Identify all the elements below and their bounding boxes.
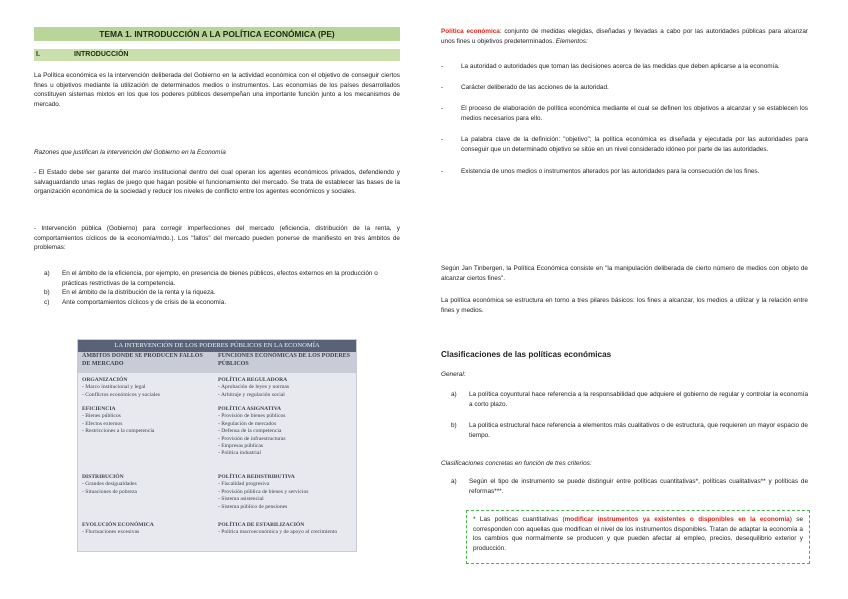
table-header: LA INTERVENCIÓN DE LOS PODERES PÚBLICOS EN LA ECONOMÍA	[78, 340, 356, 352]
reasons-heading: Razones que justifican la intervención del Gobierno en la Economía	[34, 149, 226, 156]
definition-term: Política económica	[441, 28, 500, 35]
concrete-label: Clasificaciones concretas en función de tres criterios:	[441, 460, 592, 467]
section-number: I.	[36, 51, 40, 58]
section-heading	[34, 49, 400, 61]
table-cell-right: POLÍTICA REGULADORA - Aprobación de leyes y normas - Arbitraje y regulación social	[218, 377, 289, 398]
table-cell-left: ORGANIZACIÓN - Marco institucional y legal - Conflictos económicos y sociales	[82, 377, 160, 398]
table-cell-right: POLÍTICA REDISTRIBUTIVA - Fiscalidad progresiva - Provisión pública de bienes y servicios - Sistema asistencial - Sistema público de pensiones	[218, 474, 309, 510]
list-item: - Existencia de unos medios o instrumentos alterados por las autoridades para la consecución de los fines.	[441, 167, 760, 175]
list-item: - Carácter deliberado de las acciones de la autoridad.	[441, 83, 609, 91]
intro-paragraph: La Política económica es la intervención deliberada del Gobierno en la actividad económica con el objetivo de conseguir ciertos fines u objetivos mediante la utilización de determinados medios o instrumentos. Las economías de los países desarrollados constituyen sistemas mixtos en los que los poderes públicos desempeñan una importante función junto a los mecanismos de mercado.	[34, 72, 400, 108]
list-item: - La palabra clave de la definición: "objetivo"; la política económica es diseñada y ejecutada por las autoridades para conseguir que un determinado objetivo se sitúe en un nivel considerado idóneo por parte de las autoridades.	[441, 136, 808, 154]
list-item: a) Según el tipo de instrumento se puede distinguir entre políticas cuantitativas*, políticas cualitativas** y políticas de reformas***.	[451, 478, 808, 495]
list-item: b) La política estructural hace referencia a elementos más cualitativos o de estructura, que requieren un mayor espacio de tiempo.	[451, 422, 808, 439]
list-item: a) La política coyuntural hace referencia a la responsabilidad que adquiere el gobierno de regular y controlar la economía a corto plazo.	[451, 391, 808, 408]
elements-list	[441, 62, 808, 176]
table-col1-title: ÁMBITOS DONDE SE PRODUCEN FALLOS DE MERCADO	[82, 353, 203, 367]
table-cell-left: EVOLUCIÓN ECONÓMICA - Fluctuaciones excesivas	[82, 522, 154, 536]
note-highlight: modificar instrumentos ya existentes o disponibles en la economía	[564, 516, 790, 523]
list-item: - La autoridad o autoridades que toman las decisiones acerca de las medidas que deben aplicarse a la economía.	[441, 63, 780, 70]
table-subheader	[78, 352, 356, 373]
table-cell-right: POLÍTICA DE ESTABILIZACIÓN - Política macroeconómica y de apoyo al crecimiento	[218, 522, 338, 536]
general-list	[441, 390, 808, 440]
reason-list	[34, 269, 400, 307]
table-cell-right: POLÍTICA ASIGNATIVA - Provisión de bienes públicos - Regulación de mercados - Defensa de la competencia - Provisión de infraestructuras - Empresas públicas - Política industrial	[218, 406, 286, 457]
list-item: b) En el ámbito de la distribución de la renta y la riqueza.	[44, 289, 216, 297]
elements-label: Elementos:	[555, 37, 588, 45]
definition-paragraph: Política económica: conjunto de medidas elegidas, diseñadas y llevadas a cabo por las autoridades públicas para alcanzar unos fines u objetivos predeterminados. Elementos:	[441, 28, 809, 45]
page-title: TEMA 1. INTRODUCCIÓN A LA POLÍTICA ECONÓMICA (PE)	[34, 27, 400, 41]
classifications-heading: Clasificaciones de las políticas económicas	[441, 350, 612, 359]
pillars-paragraph: La política económica se estructura en torno a tres pilares básicos: los fines a alcanzar, los medios a utilizar y la relación entre fines y medios.	[441, 297, 808, 314]
quantitative-note-box: * Las políticas cuantitativas (modificar instrumentos ya existentes o disponibles en la economía) se corresponden con aquellas que modifican el nivel de los instrumentos disponibles. Tratan de adaptar la economía a los cambios que normalmente se producen y que pueden afectar al empleo, precios, desequilibrio exterior y producción.	[466, 510, 810, 564]
table-cell-left: DISTRIBUCIÓN - Grandes desigualdades - Situaciones de pobreza	[82, 474, 137, 495]
general-label: General:	[441, 371, 466, 378]
list-item: - El proceso de elaboración de política económica mediante el cual se definen los objetivos a alcanzar y se establecen los medios necesarios para ello.	[441, 105, 808, 122]
section-label: INTRODUCCIÓN	[74, 51, 129, 58]
list-item: c) Ante comportamientos cíclicos y de crisis de la economía.	[44, 298, 227, 306]
concrete-list	[441, 477, 808, 496]
reason-paragraph-1: - El Estado debe ser garante del marco institucional dentro del cual operan los agentes económicos privados, defendiendo y salvaguardando unas reglas de juego que hagan posible el funcionamiento del mercado. Se trata de establecer las bases de la organización económica de la sociedad y reducir los niveles de conflicto entre los agentes económicos y sociales.	[34, 169, 400, 196]
table-cell-left: EFICIENCIA - Bienes públicos - Efectos externos - Restricciones a la competencia	[82, 406, 155, 435]
reason-paragraph-2: - Intervención pública (Gobierno) para corregir imperfecciones del mercado (eficiencia, distribución de la renta, y comportamientos cíclicos de la economía/mdo.). Los "fallos" del mercado pueden ponerse de manifiesto en tres ámbitos de problemas:	[34, 225, 400, 252]
table-col2-title: FUNCIONES ECONÓMICAS DE LOS PODERES PÚBLICOS	[218, 353, 351, 367]
list-item: a) En el ámbito de la eficiencia, por ejemplo, en presencia de bienes públicos, efectos externos en la producción o prácticas restrictivas de la competencia.	[44, 270, 378, 287]
tinbergen-paragraph: Según Jan Tinbergen, la Política Económica consiste en "la manipulación deliberada de cierto número de medios con objeto de alcanzar ciertos fines".	[441, 265, 808, 282]
intervention-table-image	[77, 339, 357, 552]
